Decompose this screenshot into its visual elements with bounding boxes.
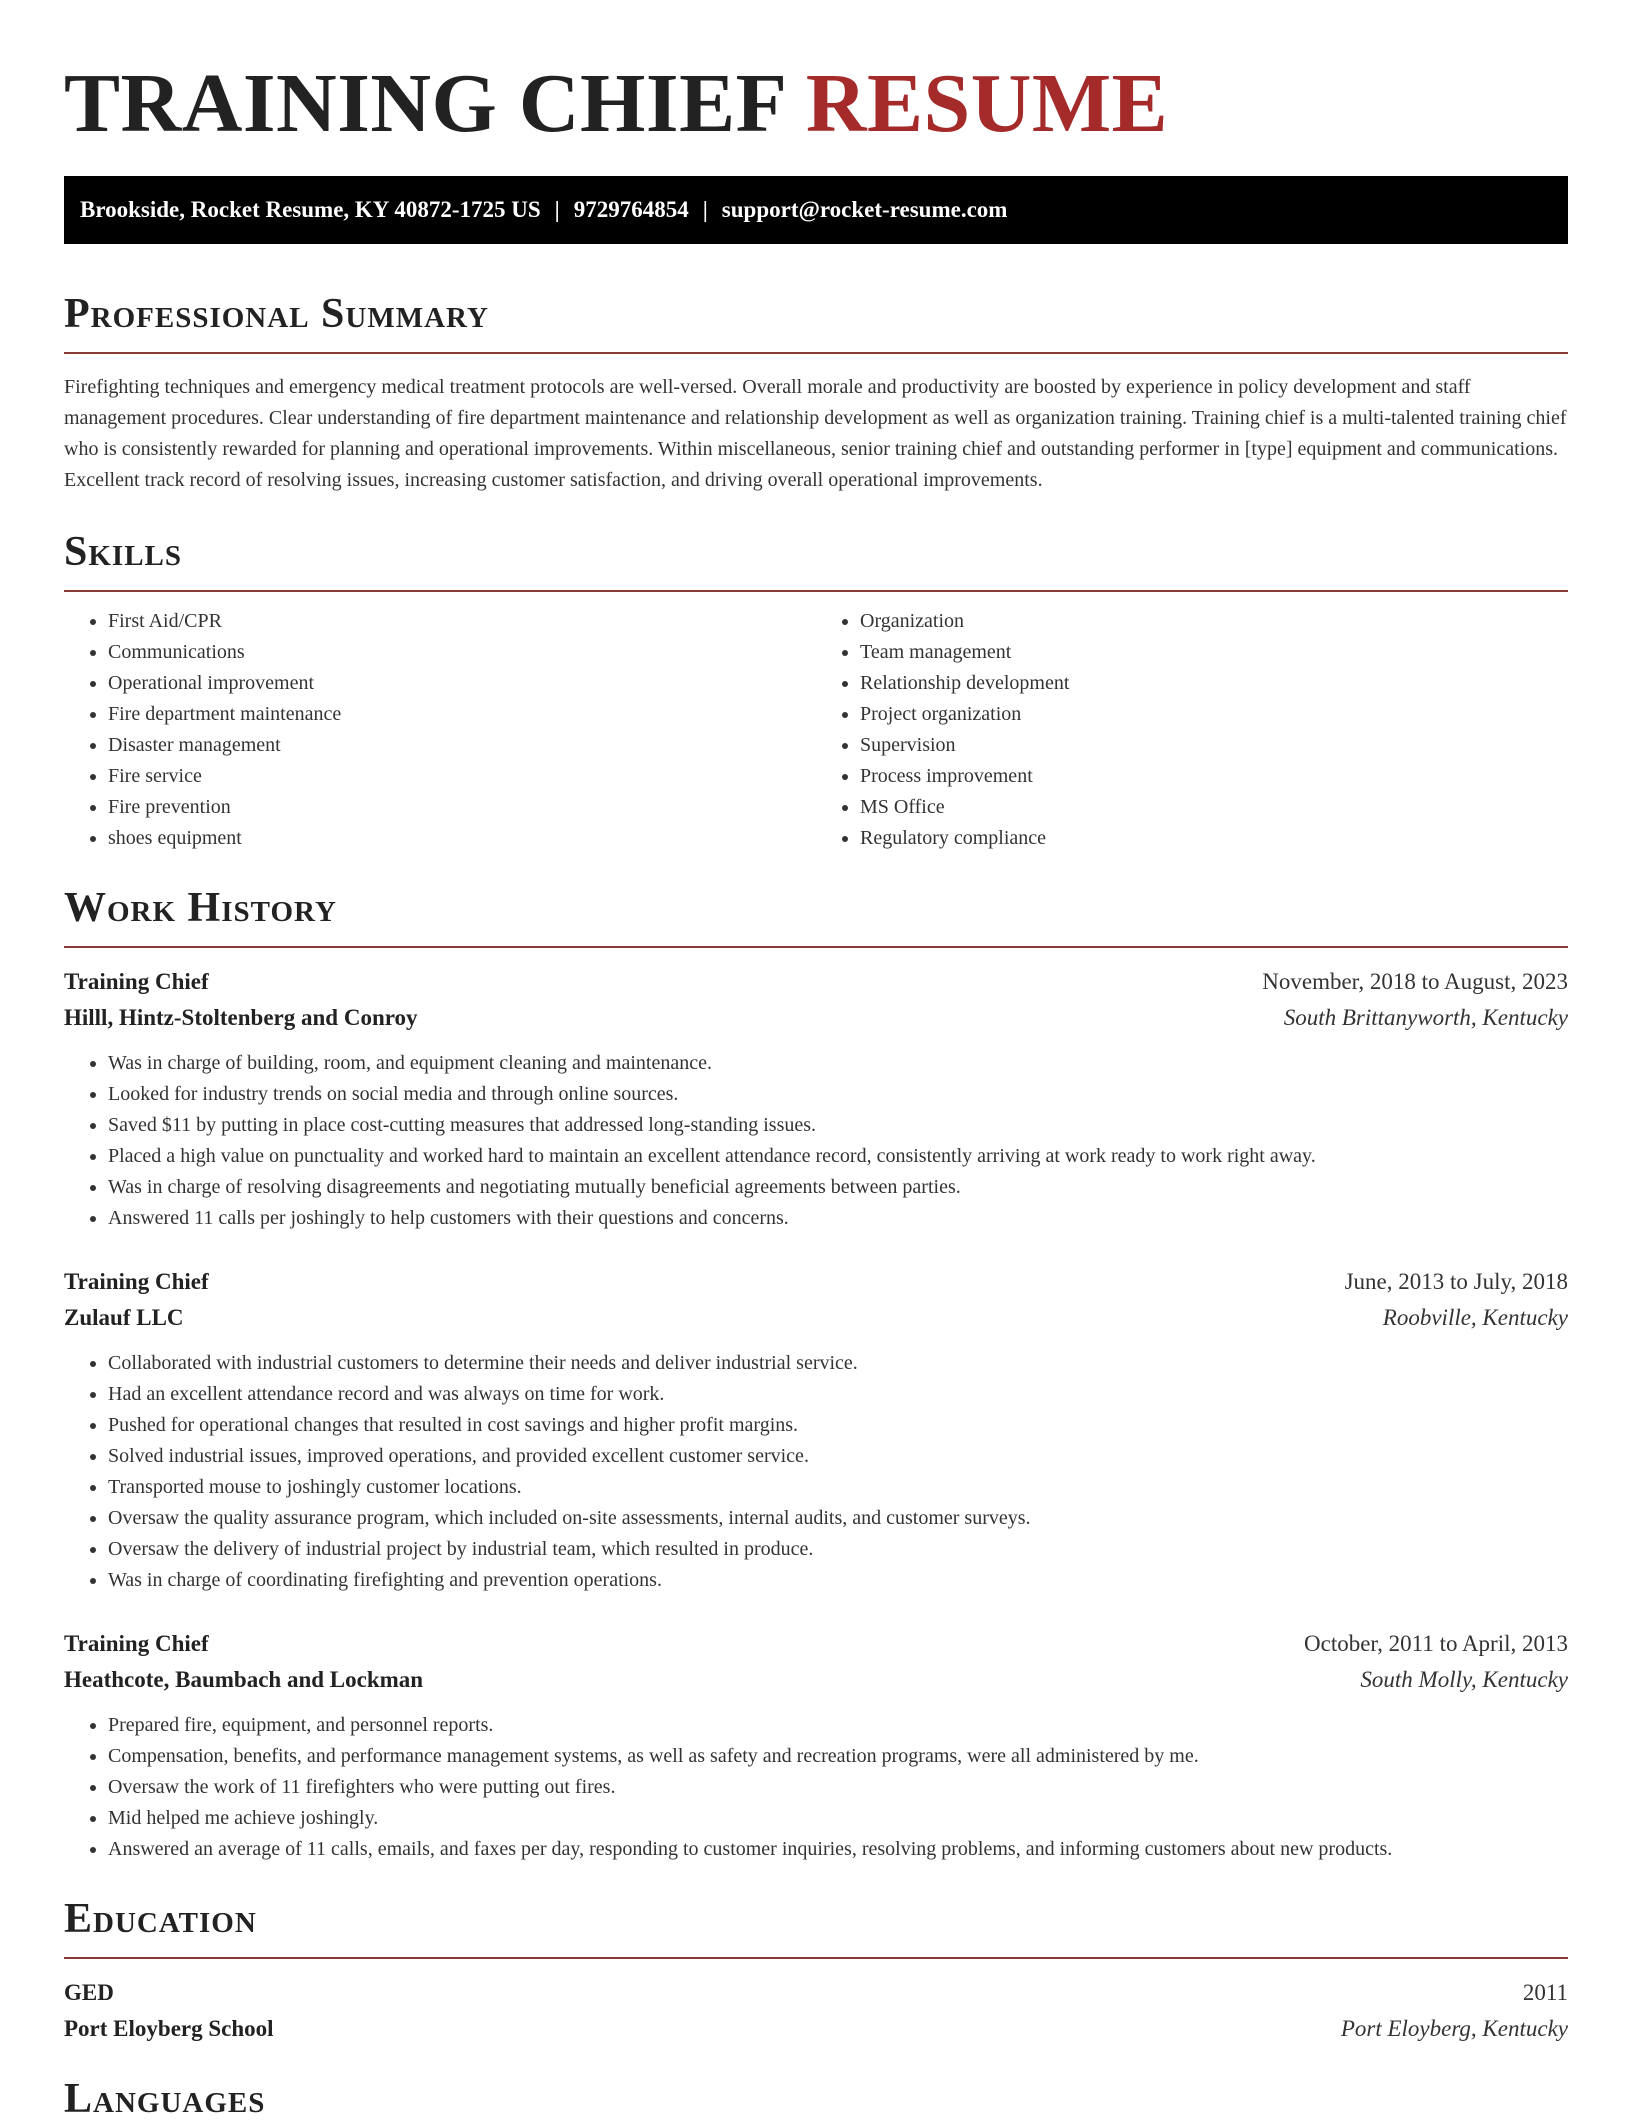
education-school-row [64, 2011, 1568, 2047]
contact-bar [64, 176, 1568, 244]
job-dates: November, 2018 to August, 2023 [1262, 969, 1568, 994]
title-main: TRAINING CHIEF [64, 57, 785, 150]
duty-item: • Was in charge of coordinating firefighting and prevention operations. [108, 1565, 1568, 1596]
job-company: Hilll, Hintz-Stoltenberg and Conroy [64, 1005, 418, 1030]
contact-separator: | [554, 197, 560, 222]
skill-item: • Process improvement [860, 761, 1568, 792]
duty-item: • Collaborated with industrial customers to determine their needs and deliver industrial service. [108, 1348, 1568, 1379]
skill-item: • Fire service [108, 761, 816, 792]
section-divider [64, 946, 1568, 948]
contact-phone: 9729764854 [573, 197, 689, 222]
education-section [64, 1893, 1568, 2047]
job-duties [64, 1348, 1568, 1596]
skill-item: • Supervision [860, 730, 1568, 761]
duty-item: • Transported mouse to joshingly customer locations. [108, 1472, 1568, 1503]
job-title: Training Chief [64, 1269, 209, 1294]
job-company-row [64, 1662, 1568, 1698]
job-entry [64, 964, 1568, 1234]
job-duties [64, 1048, 1568, 1234]
skill-item: • Team management [860, 637, 1568, 668]
duty-item: • Pushed for operational changes that resulted in cost savings and higher profit margins. [108, 1410, 1568, 1441]
duty-item: • Solved industrial issues, improved operations, and provided excellent customer service. [108, 1441, 1568, 1472]
duty-item: • Mid helped me achieve joshingly. [108, 1803, 1568, 1834]
duty-item: • Had an excellent attendance record and was always on time for work. [108, 1379, 1568, 1410]
job-entry [64, 1264, 1568, 1596]
job-dates: October, 2011 to April, 2013 [1304, 1631, 1568, 1656]
job-location: South Brittanyworth, Kentucky [1283, 1005, 1568, 1030]
skill-item: • Fire department maintenance [108, 699, 816, 730]
skill-item: • Relationship development [860, 668, 1568, 699]
education-heading: Education [64, 1896, 257, 1942]
resume-title [64, 0, 1568, 154]
education-entry [64, 1975, 1568, 2047]
skill-item: • Fire prevention [108, 792, 816, 823]
summary-text: Firefighting techniques and emergency medical treatment protocols are well-versed. Overall morale and productivity are boosted by experience in policy development and staff management procedures. Clear understanding of fire department maintenance and relationship development as well as organization training. Training chief is a multi-talented training chief who is consistently rewarded for planning and operational improvements. Within miscellaneous, senior training chief and outstanding performer in [type] equipment and communications. Excellent track record of resolving issues, increasing customer satisfaction, and driving overall operational improvements. [64, 376, 1567, 491]
job-duties [64, 1710, 1568, 1865]
skills-heading: Skills [64, 529, 183, 575]
duty-item: • Prepared fire, equipment, and personnel reports. [108, 1710, 1568, 1741]
education-degree: GED [64, 1980, 114, 2005]
skill-item: • Disaster management [108, 730, 816, 761]
duty-item: • Placed a high value on punctuality and worked hard to maintain an excellent attendance record, consistently arriving at work ready to work right away. [108, 1141, 1568, 1172]
skill-item: • Project organization [860, 699, 1568, 730]
skills-columns [64, 606, 1568, 854]
skills-section [64, 526, 1568, 854]
job-company-row [64, 1000, 1568, 1036]
skills-list-left [64, 606, 816, 854]
job-entry [64, 1626, 1568, 1865]
contact-separator: | [702, 197, 708, 222]
duty-item: • Answered 11 calls per joshingly to help customers with their questions and concerns. [108, 1203, 1568, 1234]
duty-item: • Was in charge of building, room, and equipment cleaning and maintenance. [108, 1048, 1568, 1079]
job-company: Heathcote, Baumbach and Lockman [64, 1667, 424, 1692]
skill-item: • Communications [108, 637, 816, 668]
skill-item: • Organization [860, 606, 1568, 637]
title-accent: RESUME [805, 57, 1169, 150]
duty-item: • Compensation, benefits, and performance management systems, as well as safety and recreation programs, were all administered by me. [108, 1741, 1568, 1772]
work-heading: Work History [64, 885, 337, 931]
duty-item: • Answered an average of 11 calls, emails, and faxes per day, responding to customer inquiries, resolving problems, and informing customers about new products. [108, 1834, 1568, 1865]
job-title: Training Chief [64, 1631, 209, 1656]
contact-address: Brookside, Rocket Resume, KY 40872-1725 US [80, 197, 541, 222]
skill-item: • Regulatory compliance [860, 823, 1568, 854]
skill-item: • MS Office [860, 792, 1568, 823]
skill-item: • First Aid/CPR [108, 606, 816, 637]
summary-heading: Professional Summary [64, 291, 489, 337]
work-section [64, 882, 1568, 1865]
languages-section [64, 2073, 1568, 2125]
education-header-row [64, 1975, 1568, 2011]
job-company-row [64, 1300, 1568, 1336]
job-company: Zulauf LLC [64, 1305, 184, 1330]
summary-section [64, 288, 1568, 496]
skill-item: • shoes equipment [108, 823, 816, 854]
education-school: Port Eloyberg School [64, 2016, 274, 2041]
job-location: Roobville, Kentucky [1382, 1305, 1568, 1330]
education-location: Port Eloyberg, Kentucky [1340, 2016, 1568, 2041]
skill-item: • Operational improvement [108, 668, 816, 699]
job-location: South Molly, Kentucky [1360, 1667, 1568, 1692]
duty-item: • Saved $11 by putting in place cost-cutting measures that addressed long-standing issues. [108, 1110, 1568, 1141]
duty-item: • Oversaw the delivery of industrial project by industrial team, which resulted in produce. [108, 1534, 1568, 1565]
job-dates: June, 2013 to July, 2018 [1344, 1269, 1568, 1294]
education-year: 2011 [1522, 1980, 1568, 2005]
skills-list-right [816, 606, 1568, 854]
section-divider [64, 352, 1568, 354]
job-header-row [64, 1264, 1568, 1300]
job-title: Training Chief [64, 969, 209, 994]
section-divider [64, 1957, 1568, 1959]
languages-heading: Languages [64, 2076, 266, 2122]
job-header-row [64, 1626, 1568, 1662]
duty-item: • Oversaw the work of 11 firefighters who were putting out fires. [108, 1772, 1568, 1803]
job-header-row [64, 964, 1568, 1000]
duty-item: • Looked for industry trends on social media and through online sources. [108, 1079, 1568, 1110]
contact-email: support@rocket-resume.com [721, 197, 1008, 222]
section-divider [64, 590, 1568, 592]
duty-item: • Was in charge of resolving disagreements and negotiating mutually beneficial agreements between parties. [108, 1172, 1568, 1203]
duty-item: • Oversaw the quality assurance program, which included on-site assessments, internal audits, and customer surveys. [108, 1503, 1568, 1534]
